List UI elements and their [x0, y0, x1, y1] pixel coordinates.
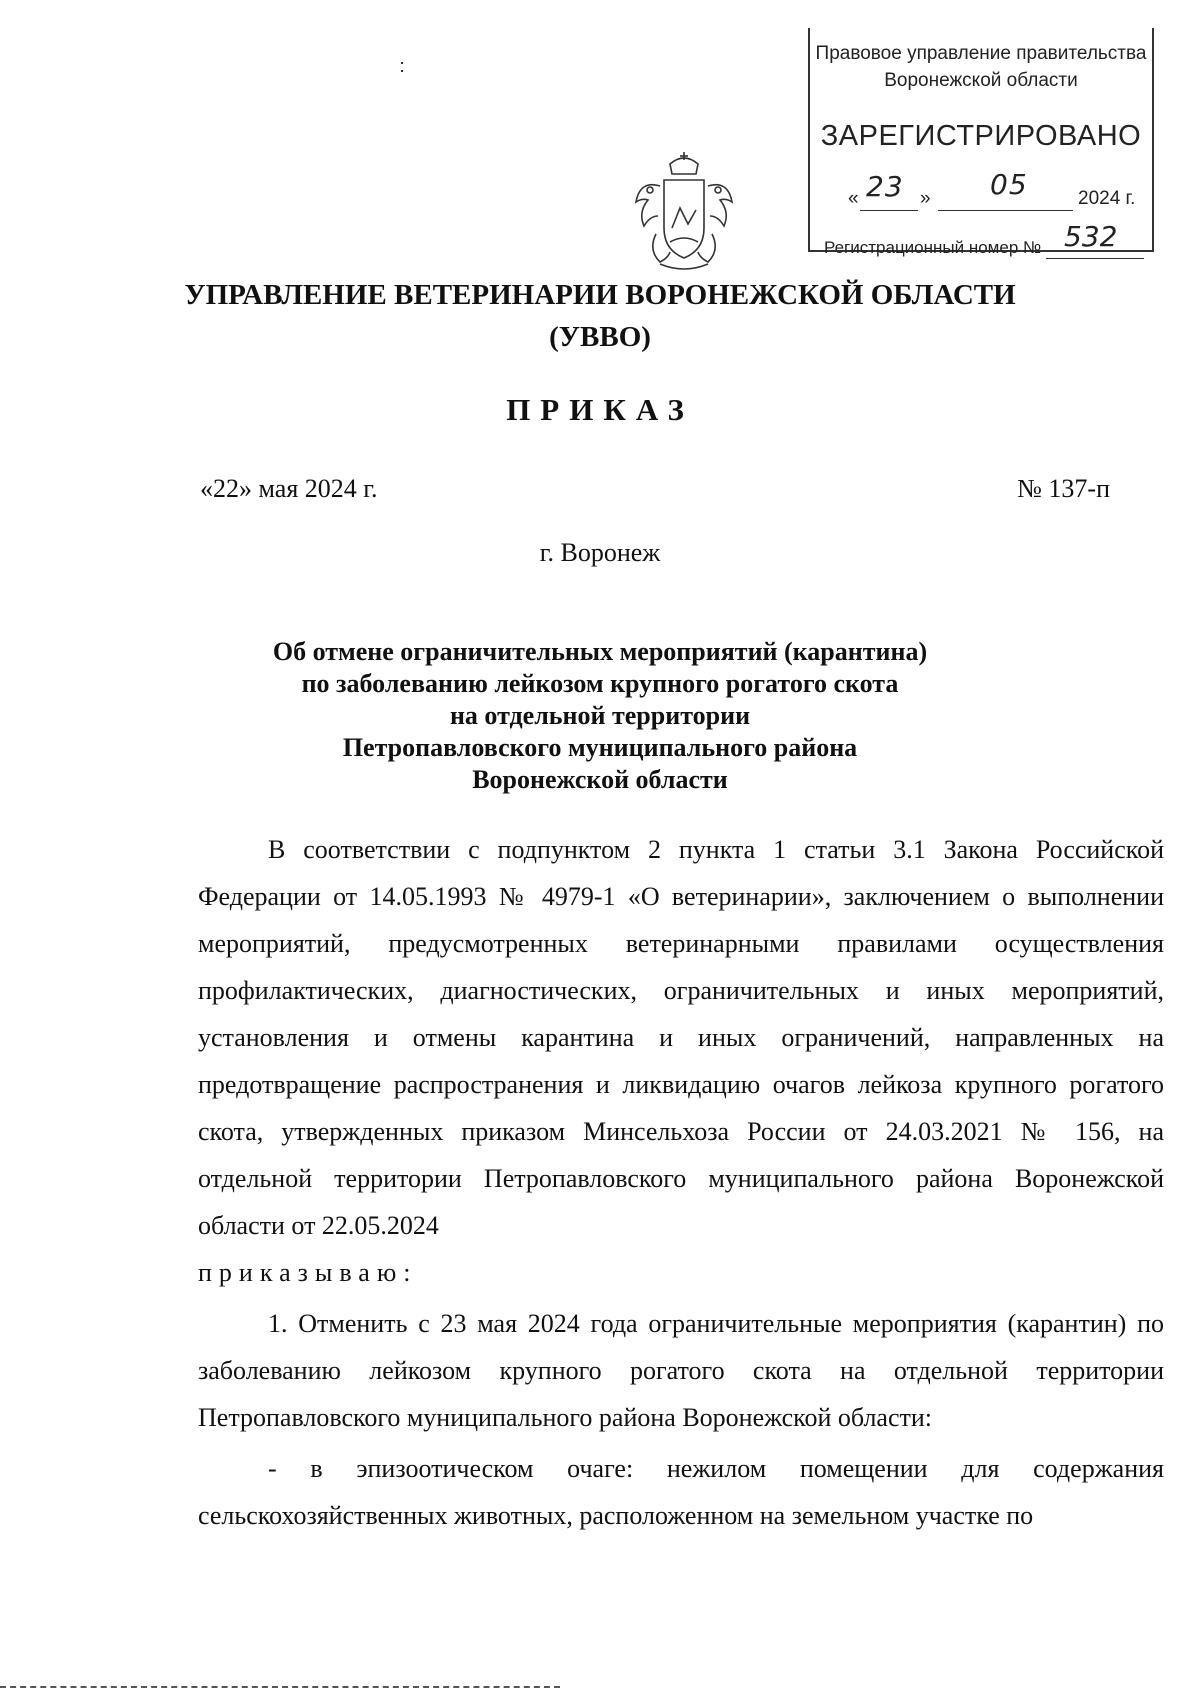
order-item-1-subitem: - в эпизоотическом очаге: нежилом помещении для содержания сельскохозяйственных животных, расположенном на земельном участке по [198, 1454, 1164, 1530]
order-number: № 137-п [1017, 474, 1110, 503]
scan-speck [401, 70, 403, 72]
stamp-date [840, 168, 1150, 218]
stamp-month-handwritten: 05 [990, 168, 1028, 201]
order-city: г. Воронеж [539, 538, 661, 567]
stamp-department-line: Воронежской области [884, 70, 1078, 91]
scan-speck [401, 62, 403, 64]
stamp-year: 2024 г. [1078, 188, 1136, 209]
stamp-quote-open: « [848, 188, 859, 209]
order-verb: приказываю: [198, 1258, 418, 1287]
stamp-number-handwritten: 532 [1064, 220, 1118, 253]
order-title-line: Воронежской области [472, 765, 728, 794]
order-title-line: на отдельной территории [449, 701, 751, 730]
order-title-line: Петропавловского муниципального района [342, 733, 858, 762]
stamp-day-handwritten: 23 [866, 170, 904, 203]
order-body [198, 826, 1164, 1539]
order-title-line: по заболеванию лейкозом крупного рогатого скота [301, 669, 899, 698]
order-item-1: 1. Отменить с 23 мая 2024 года ограничительные мероприятия (карантин) по заболеванию лейкозом крупного рогатого скота на отдельной территории Петропавловского муниципального района Воронежской области: [198, 1309, 1164, 1432]
stamp-department [810, 40, 1152, 94]
stamp-department-line: Правовое управление правительства [815, 43, 1147, 64]
coat-of-arms-emblem [630, 150, 738, 274]
preamble-paragraph: В соответствии с подпунктом 2 пункта 1 статьи 3.1 Закона Российской Федерации от 14.05.1993 № 4979-1 «О ветеринарии», заключением о выполнении мероприятий, предусмотренных ветеринарными правилами осуществления профилактических, диагностических, ограничительных и иных мероприятий, установления и отмены карантина и иных ограничений, направленных на предотвращение распространения и ликвидацию очагов лейкоза крупного рогатого скота, утвержденных приказом Минсельхоза России от 24.03.2021 № 156, на отдельной территории Петропавловского муниципального района Воронежской области от 22.05.2024 [198, 835, 1164, 1240]
organization-abbreviation: (УВВО) [549, 321, 651, 353]
organization-heading [150, 274, 1050, 358]
stamp-quote-close: » [920, 188, 931, 209]
stamp-day-underline [860, 210, 918, 211]
registration-stamp [808, 28, 1154, 257]
order-title [200, 636, 1000, 796]
stamp-registered-label: ЗАРЕГИСТРИРОВАНО [820, 120, 1142, 152]
scan-edge-line [0, 1686, 560, 1688]
document-type: ПРИКАЗ [506, 392, 694, 427]
organization-name: УПРАВЛЕНИЕ ВЕТЕРИНАРИИ ВОРОНЕЖСКОЙ ОБЛАСТИ [184, 279, 1016, 311]
stamp-number-label: Регистрационный номер № [824, 238, 1042, 257]
order-title-line: Об отмене ограничительных мероприятий (карантина) [272, 637, 928, 666]
order-date: «22» мая 2024 г. [200, 474, 378, 503]
stamp-number-underline [1046, 258, 1144, 259]
stamp-month-underline [938, 210, 1073, 211]
